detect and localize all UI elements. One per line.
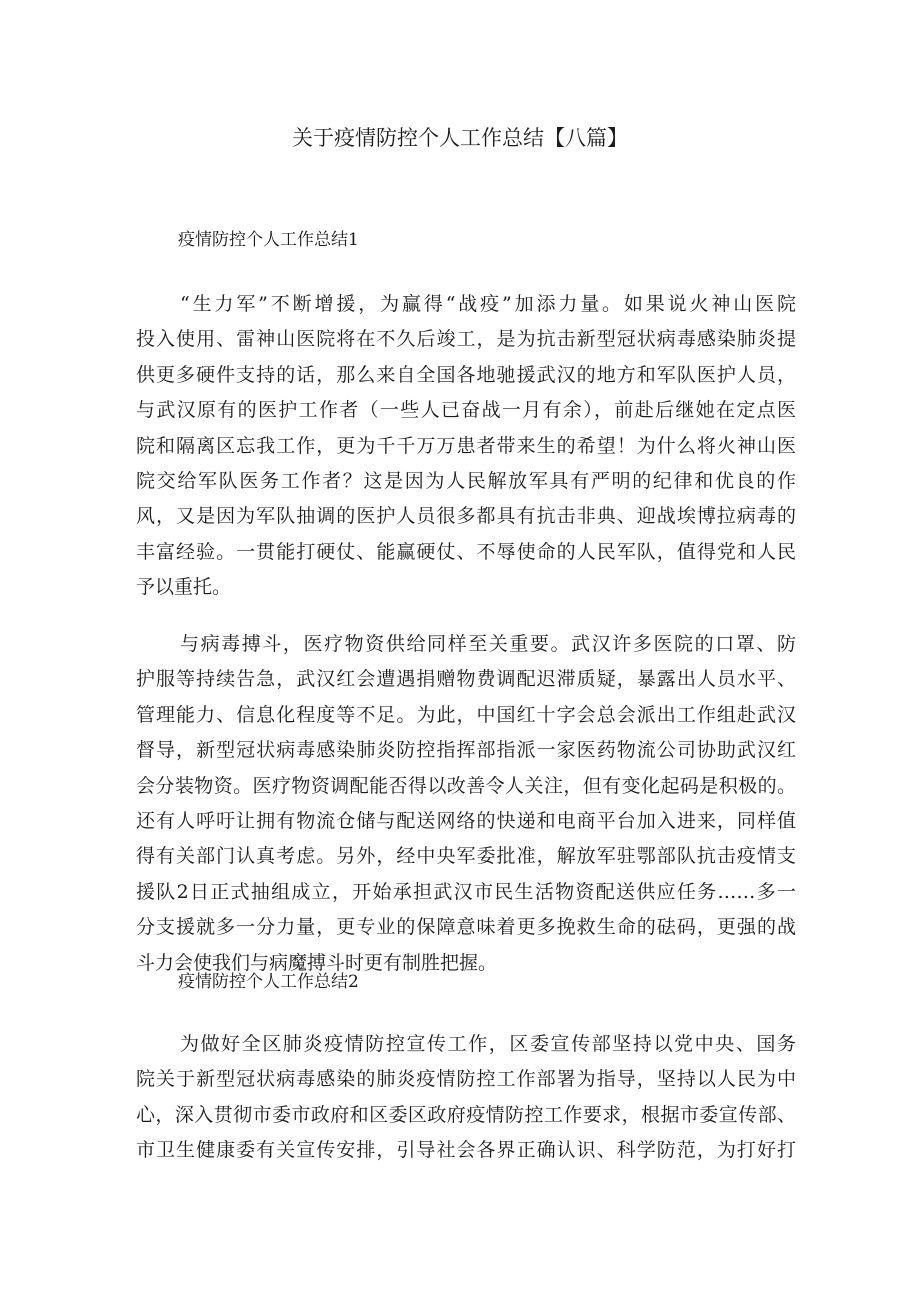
- paragraph-line: 与病毒搏斗，医疗物资供给同样至关重要。武汉许多医院的口罩、防: [180, 633, 796, 655]
- paragraph-line: 还有人呼吁让拥有物流仓储与配送网络的快递和电商平台加入进来，同样值: [136, 809, 796, 832]
- paragraph-line: 得有关部门认真考虑。另外，经中央军委批准，解放军驻鄂部队抗击疫情支: [136, 845, 796, 868]
- paragraph-line: 市卫生健康委有关宣传安排，引导社会各界正确认识、科学防范，为打好打: [136, 1139, 796, 1162]
- paragraph-line: “生力军”不断增援，为赢得“战疫”加添力量。如果说火神山医院: [180, 293, 796, 315]
- paragraph-line: 予以重托。: [136, 576, 232, 599]
- paragraph-line: 援队2日正式抽组成立，开始承担武汉市民生活物资配送供应任务……多一: [136, 880, 796, 903]
- paragraph-line: 护服等持续告急，武汉红会遭遇捐赠物费调配迟滞质疑，暴露出人员水平、: [136, 668, 796, 691]
- paragraph-line: 院关于新型冠状病毒感染的肺炎疫情防控工作部署为指导，坚持以人民为中: [136, 1068, 796, 1091]
- paragraph-line: 院和隔离区忘我工作，更为千千万万患者带来生的希望！为什么将火神山医: [136, 434, 796, 457]
- paragraph-1-1: [136, 287, 796, 606]
- paragraph-line: 督导，新型冠状病毒感染肺炎防控指挥部指派一家医药物流公司协助武汉红: [136, 739, 796, 762]
- section-heading-1: 疫情防控个人工作总结1: [178, 230, 359, 250]
- paragraph-line: 风，又是因为军队抽调的医护人员很多都具有抗击非典、迎战埃博拉病毒的: [136, 505, 796, 528]
- paragraph-line: 心，深入贯彻市委市政府和区委区政府疫情防控工作要求，根据市委宣传部、: [136, 1103, 796, 1126]
- paragraph-line: 供更多硬件支持的话，那么来自全国各地驰援武汉的地方和军队医护人员，: [136, 363, 796, 386]
- paragraph-line: 斗力会使我们与病魔搏斗时更有制胜把握。: [136, 951, 498, 974]
- paragraph-line: 投入使用、雷神山医院将在不久后竣工，是为抗击新型冠状病毒感染肺炎提: [136, 328, 796, 351]
- document-title: 关于疫情防控个人工作总结【八篇】: [292, 126, 628, 150]
- paragraph-1-2: [136, 627, 796, 981]
- paragraph-line: 院交给军队医务工作者？这是因为人民解放军具有严明的纪律和优良的作: [136, 469, 796, 492]
- paragraph-2-1: [136, 1027, 796, 1169]
- paragraph-line: 为做好全区肺炎疫情防控宣传工作，区委宣传部坚持以党中央、国务: [180, 1033, 796, 1055]
- paragraph-line: 分支援就多一分力量，更专业的保障意味着更多挽救生命的砝码，更强的战: [136, 916, 796, 939]
- paragraph-line: 与武汉原有的医护工作者（一些人已奋战一月有余），前赴后继她在定点医: [136, 399, 796, 422]
- paragraph-line: 管理能力、信息化程度等不足。为此，中国红十字会总会派出工作组赴武汉: [136, 703, 796, 726]
- paragraph-line: 会分装物资。医疗物资调配能否得以改善令人关注，但有变化起码是积极的。: [136, 774, 796, 797]
- paragraph-line: 丰富经验。一贯能打硬仗、能赢硬仗、不辱使命的人民军队，值得党和人民: [136, 540, 796, 563]
- section-heading-2: 疫情防控个人工作总结2: [178, 972, 359, 992]
